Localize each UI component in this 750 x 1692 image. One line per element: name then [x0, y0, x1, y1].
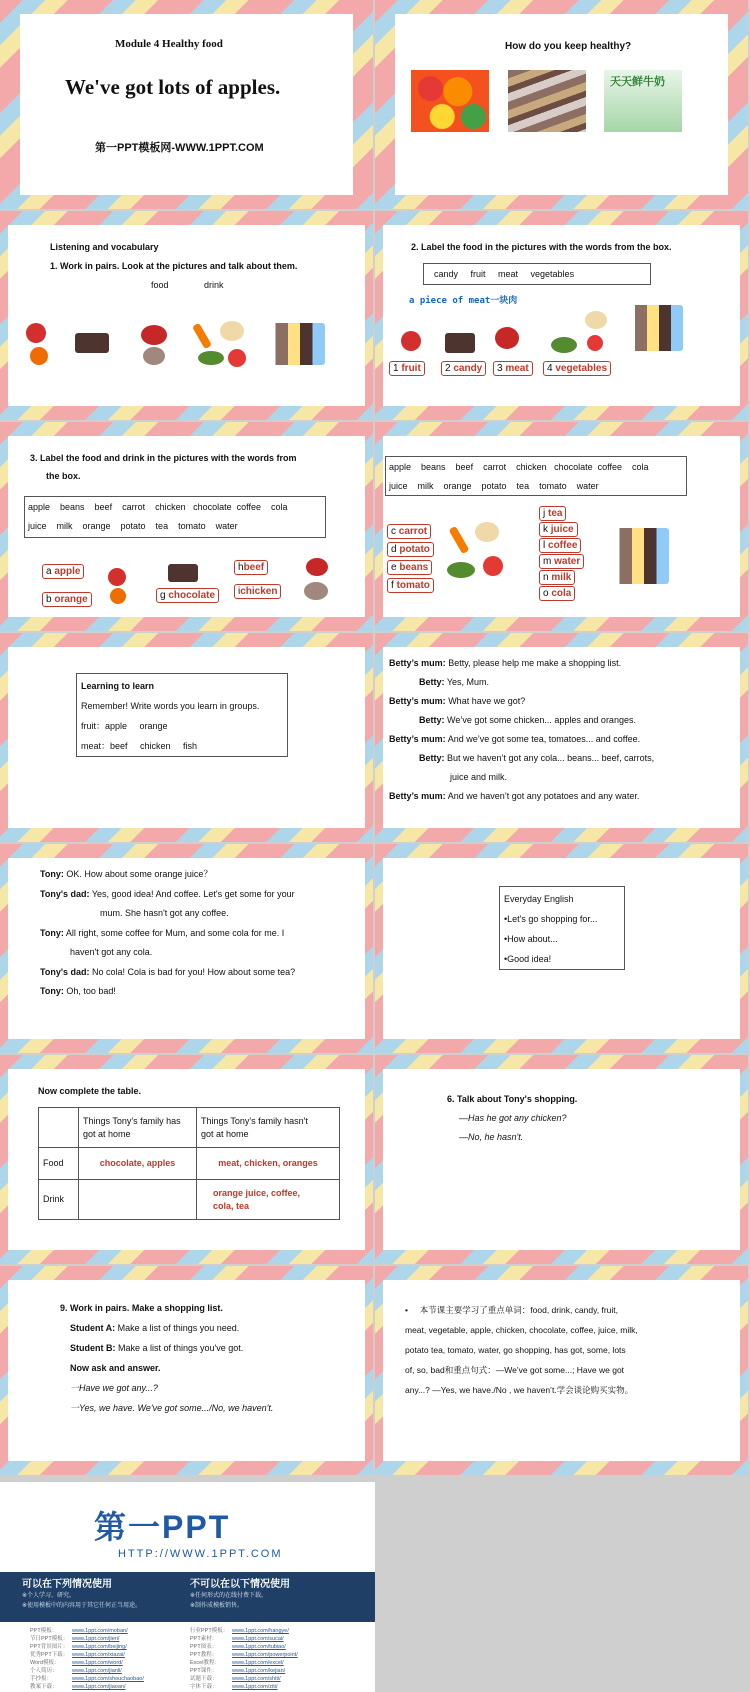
promo-link-row [30, 1651, 125, 1659]
table-cell[interactable] [79, 1180, 197, 1220]
promo-link-row [190, 1643, 286, 1651]
speaker: Tony's dad: [40, 967, 90, 977]
speech: juice and milk. [450, 772, 508, 782]
label-tag[interactable] [539, 554, 584, 569]
word-box-line1: apple beans beef carrot chicken chocolate coffee cola [389, 462, 649, 472]
summary-line: potato tea, tomato, water, go shopping, has got, some, lots [405, 1345, 626, 1355]
speech: Yes, good idea! And coffee. Let's get some for your [89, 889, 295, 899]
label-word: juice [550, 524, 574, 535]
slide-content [395, 14, 728, 195]
summary-line: any...? —Yes, we have./No , we haven’t.学会谈论购买实物。 [405, 1385, 634, 1395]
speech: Betty, please help me make a shopping list. [445, 658, 622, 668]
everyday-english-box [499, 886, 625, 970]
dialogue-line [40, 868, 212, 881]
promo-link-label: Excel教程： [190, 1660, 220, 1666]
header-line: Things Tony's family has [83, 1115, 181, 1126]
label-tag[interactable] [539, 538, 581, 553]
can-use-item: ※个人学习、研究。 [22, 1593, 76, 1599]
dialogue-line [450, 771, 507, 784]
label-tag[interactable] [234, 584, 281, 599]
label-tag[interactable] [441, 361, 486, 376]
box-line: •Let's go shopping for... [504, 914, 598, 924]
table-header [79, 1108, 197, 1148]
label-tag[interactable] [539, 586, 575, 601]
shopping-table [38, 1107, 340, 1220]
slide-2[interactable] [375, 0, 748, 209]
speaker: Betty: [419, 753, 445, 763]
dialogue-line [389, 733, 640, 746]
cell-line: cola, tea [213, 1200, 250, 1211]
label-word: tea [548, 508, 563, 519]
beef-image [141, 325, 167, 345]
drinks-image [607, 528, 669, 584]
row-label: Drink [39, 1180, 79, 1220]
dialogue-line [40, 966, 295, 979]
header-line: got at home [83, 1128, 131, 1139]
role-text: Make a list of things you need. [115, 1323, 240, 1333]
activity-title: 6. Talk about Tony's shopping. [447, 1094, 578, 1104]
role-line [70, 1322, 239, 1335]
promo-link-url[interactable]: www.1ppt.com/kejian/ [232, 1668, 286, 1674]
example-text: a piece of meat一块肉 [409, 296, 518, 306]
slide-9[interactable] [0, 844, 373, 1053]
header-line: Things Tony's family hasn't [201, 1115, 308, 1126]
label-number: 1 [393, 363, 399, 374]
promo-link-row [190, 1659, 284, 1667]
fruit-photo [411, 70, 489, 132]
promo-link-url[interactable]: www.1ppt.com/sucai/ [232, 1636, 284, 1642]
promo-link-label: PPT模板： [30, 1628, 58, 1634]
label-word: tomato [396, 580, 430, 591]
label-tag[interactable] [493, 361, 533, 376]
label-word: potato [399, 544, 430, 555]
word-box [385, 456, 687, 496]
label-tag[interactable] [539, 570, 575, 585]
table-row [39, 1180, 340, 1220]
chicken-image [304, 582, 328, 600]
answer-line: —No, he hasn't. [459, 1132, 524, 1142]
label-tag[interactable] [389, 361, 425, 376]
box-line: •Good idea! [504, 954, 552, 964]
word-box-text: candy fruit meat vegetables [434, 269, 575, 279]
slide-content [8, 858, 365, 1039]
label-word: beef [243, 562, 265, 573]
speech: Oh, too bad! [63, 986, 116, 996]
word-box-line2: juice milk orange potato tea tomato water [28, 521, 238, 531]
label-letter: f [391, 580, 394, 591]
chicken-image [143, 347, 165, 365]
carrot-image [449, 526, 470, 554]
row-label: Food [39, 1148, 79, 1180]
dialogue-line [70, 946, 152, 959]
apple-image [108, 568, 126, 586]
cannot-use-title: 不可以在以下情况使用 [190, 1579, 290, 1590]
chocolate-image [168, 564, 198, 582]
promo-link-label: PPT教程： [190, 1652, 218, 1658]
instruction: 3. Label the food and drink in the pictures with the words from [30, 453, 297, 463]
slide-content [8, 436, 365, 617]
slide-content [383, 1069, 740, 1250]
speech: And we haven’t got any potatoes and any water. [445, 791, 640, 801]
tomato-image [587, 335, 603, 351]
slide-content [383, 1280, 740, 1461]
carrot-image [192, 323, 212, 350]
brand-url: HTTP://WWW.1PPT.COM [118, 1548, 283, 1560]
label-word: water [554, 556, 581, 567]
lesson-title: We've got lots of apples. [65, 75, 281, 99]
promo-link-row [30, 1635, 119, 1643]
activity-title: 9. Work in pairs. Make a shopping list. [60, 1303, 223, 1313]
orange-image [30, 347, 48, 365]
slide-4[interactable] [375, 211, 748, 420]
label-tag[interactable] [539, 506, 566, 521]
label-word: apple [54, 566, 81, 577]
dialogue-line [419, 752, 654, 765]
label-letter: k [543, 524, 548, 535]
promo-link-url[interactable]: www.1ppt.com/powerpoint/ [232, 1652, 298, 1658]
potato-image [220, 321, 244, 341]
label-word: chicken [240, 586, 278, 597]
category-food: food [151, 280, 169, 290]
speaker: Betty’s mum: [389, 791, 446, 801]
answer-line: 一Yes, we have. We've got some.../No, we haven't. [70, 1403, 274, 1413]
promo-link-label: 优秀PPT下载： [30, 1652, 69, 1658]
orange-image [110, 588, 126, 604]
table-heading: Now complete the table. [38, 1086, 142, 1096]
speech: What have we got? [445, 696, 526, 706]
label-number: 2 [445, 363, 451, 374]
label-word: carrot [398, 526, 428, 537]
table-cell[interactable] [197, 1180, 340, 1220]
speech: We’ve got some chicken... apples and oranges. [444, 715, 636, 725]
label-letter: b [46, 594, 52, 605]
label-word: cola [551, 588, 572, 599]
label-word: vegetables [555, 363, 608, 374]
table-row [39, 1148, 340, 1180]
slide-8[interactable] [375, 633, 748, 842]
promo-link-url[interactable]: www.1ppt.com/hangye/ [232, 1628, 289, 1634]
speech: All right, some coffee for Mum, and some cola for me. I [63, 928, 285, 938]
label-tag[interactable] [42, 592, 92, 607]
drinks-image [623, 305, 683, 351]
promo-link-row [30, 1627, 128, 1635]
slide-content [8, 225, 365, 406]
box-line: •How about... [504, 934, 558, 944]
slide-13[interactable] [0, 1266, 373, 1475]
dialogue-line [40, 985, 116, 998]
promo-link-url[interactable]: www.1ppt.com/xiazai/ [72, 1652, 125, 1658]
box-heading: Everyday English [504, 894, 574, 904]
label-letter: d [391, 544, 397, 555]
grains-photo [508, 70, 586, 132]
usage-panel [0, 1572, 375, 1622]
label-letter: o [543, 588, 549, 599]
dialogue-line [100, 907, 229, 920]
promo-link-label: 行业PPT模板： [190, 1628, 229, 1634]
promo-link-row [190, 1683, 278, 1691]
role-line [70, 1342, 243, 1355]
promo-link-label: PPT图表： [190, 1644, 218, 1650]
milk-photo [604, 70, 682, 132]
dialogue-line [40, 927, 284, 940]
speech: mum. She hasn't got any coffee. [100, 908, 229, 918]
chocolate-image [75, 333, 109, 353]
label-tag[interactable] [387, 524, 431, 539]
promo-link-label: 节日PPT模板： [30, 1636, 69, 1642]
slide-content [20, 14, 353, 195]
label-word: milk [551, 572, 572, 583]
label-letter: e [391, 562, 397, 573]
table-cell[interactable]: chocolate, apples [79, 1148, 197, 1180]
speaker: Betty’s mum: [389, 658, 446, 668]
promo-link-label: 手抄报： [30, 1676, 53, 1682]
slide-content [8, 1280, 365, 1461]
category-drink: drink [204, 280, 224, 290]
ask-line: Now ask and answer. [70, 1363, 161, 1373]
slide-12[interactable] [375, 1055, 748, 1264]
apple-image [26, 323, 46, 343]
beef-image [495, 327, 519, 349]
milk-photo-text: 天天鲜牛奶 [610, 76, 665, 88]
label-letter: g [160, 590, 166, 601]
promo-link-url[interactable]: www.1ppt.com/shouchaobao/ [72, 1676, 144, 1682]
box-line: fruit：apple orange [81, 721, 168, 731]
role-text: Make a list of things you've got. [115, 1343, 244, 1353]
drinks-image [263, 323, 325, 365]
slide-5[interactable] [0, 422, 373, 631]
beef-image [306, 558, 328, 576]
table-cell [39, 1108, 79, 1148]
label-tag[interactable] [387, 578, 434, 593]
speaker: Betty: [419, 715, 445, 725]
promo-link-label: 教案下载： [30, 1684, 58, 1690]
word-box [423, 263, 651, 285]
promo-link-label: PPT素材： [190, 1636, 218, 1642]
slide-7[interactable] [0, 633, 373, 842]
promo-link-url[interactable]: www.1ppt.com/ziti/ [232, 1684, 278, 1690]
slide-10[interactable] [375, 844, 748, 1053]
promo-link-row [30, 1659, 123, 1667]
box-line: Remember! Write words you learn in groups. [81, 701, 260, 711]
can-use-title: 可以在下列情况使用 [22, 1579, 112, 1590]
slide-14[interactable] [375, 1266, 748, 1475]
slide-3[interactable] [0, 211, 373, 420]
label-number: 3 [497, 363, 503, 374]
module-label: Module 4 Healthy food [115, 38, 223, 50]
label-word: beans [399, 562, 429, 573]
promo-link-label: PPT课件： [190, 1668, 218, 1674]
promo-link-url[interactable]: www.1ppt.com/tubiao/ [232, 1644, 286, 1650]
promo-link-url[interactable]: www.1ppt.com/shiti/ [232, 1676, 281, 1682]
speaker: Tony: [40, 986, 64, 996]
slide-6[interactable] [375, 422, 748, 631]
table-header [197, 1108, 340, 1148]
dialogue-line [40, 888, 295, 901]
beans-image [198, 351, 224, 365]
dialogue-line [419, 676, 489, 689]
label-tag[interactable] [543, 361, 611, 376]
speaker: Tony: [40, 869, 64, 879]
speaker: Tony's dad: [40, 889, 90, 899]
label-word: orange [54, 594, 88, 605]
label-tag[interactable] [156, 588, 219, 603]
role-label: Student A: [70, 1323, 116, 1333]
promo-link-url[interactable]: www.1ppt.com/jianli/ [72, 1668, 122, 1674]
slide-1[interactable] [0, 0, 373, 209]
summary-line: meat, vegetable, apple, chicken, chocolate, coffee, juice, milk, [405, 1325, 638, 1335]
slide-title: How do you keep healthy? [505, 41, 632, 52]
speech: Yes, Mum. [444, 677, 490, 687]
question-line: —Has he got any chicken? [459, 1113, 567, 1123]
tomato-image [483, 556, 503, 576]
label-word: fruit [401, 363, 421, 374]
slide-content [383, 225, 740, 406]
speaker: Betty’s mum: [389, 696, 446, 706]
slide-content [383, 858, 740, 1039]
dialogue-line [389, 657, 621, 670]
instruction: 1. Work in pairs. Look at the pictures and talk about them. [50, 261, 298, 271]
section-heading: Listening and vocabulary [50, 242, 159, 252]
speech: OK. How about some orange juice？ [63, 869, 213, 879]
promo-link-row [190, 1627, 289, 1635]
label-letter: i [238, 586, 241, 597]
slide-content [383, 647, 740, 828]
promo-link-label: PPT背景图片： [30, 1644, 69, 1650]
promo-link-url[interactable]: www.1ppt.com/jieri/ [72, 1636, 120, 1642]
label-letter: a [46, 566, 52, 577]
speech: But we haven’t got any cola... beans... beef, carrots, [444, 753, 655, 763]
promo-link-url[interactable]: www.1ppt.com/moban/ [72, 1628, 128, 1634]
apple-image [401, 331, 421, 351]
instruction: 2. Label the food in the pictures with the words from the box. [411, 242, 672, 252]
promo-link-label: 个人简历： [30, 1668, 58, 1674]
summary-line: • 本节课主要学习了重点单词：food, drink, candy, fruit, [405, 1305, 619, 1315]
promo-link-row [30, 1643, 127, 1651]
label-number: 4 [547, 363, 553, 374]
label-letter: n [543, 572, 549, 583]
promo-slide[interactable] [0, 1482, 375, 1692]
slide-11[interactable] [0, 1055, 373, 1264]
table-cell[interactable]: meat, chicken, oranges [197, 1148, 340, 1180]
potato-image [475, 522, 499, 542]
summary-line: of, so, bad和重点句式：—We’ve got some...; Have we got [405, 1365, 625, 1375]
beans-image [447, 562, 475, 578]
tomato-image [228, 349, 246, 367]
promo-link-row [190, 1675, 281, 1683]
promo-link-url[interactable]: www.1ppt.com/beijing/ [72, 1644, 127, 1650]
promo-link-label: 试题下载： [190, 1676, 218, 1682]
label-word: chocolate [168, 590, 216, 601]
cannot-use-item: ※制作成模板销售。 [190, 1603, 244, 1609]
label-letter: c [391, 526, 396, 537]
promo-link-row [30, 1667, 122, 1675]
word-box [24, 496, 326, 538]
speaker: Betty: [419, 677, 445, 687]
dialogue-line [389, 695, 525, 708]
label-letter: j [543, 508, 546, 519]
label-tag[interactable] [539, 522, 578, 537]
promo-link-row [190, 1651, 298, 1659]
instruction-cont: the box. [46, 471, 81, 481]
label-tag[interactable] [387, 542, 434, 557]
beans-image [551, 337, 577, 353]
label-letter: m [543, 556, 552, 567]
promo-link-label: 字体下载： [190, 1684, 218, 1690]
speech: haven't got any cola. [70, 947, 153, 957]
question-line: 一Have we got any...? [70, 1383, 158, 1393]
promo-link-url[interactable]: www.1ppt.com/jiaoan/ [72, 1684, 126, 1690]
label-word: coffee [548, 540, 578, 551]
promo-link-url[interactable]: www.1ppt.com/word/ [72, 1660, 123, 1666]
label-tag[interactable] [234, 560, 268, 575]
label-word: candy [453, 363, 483, 374]
role-label: Student B: [70, 1343, 116, 1353]
speaker: Tony: [40, 928, 64, 938]
speaker: Betty’s mum: [389, 734, 446, 744]
word-box-line1: apple beans beef carrot chicken chocolate coffee cola [28, 502, 288, 512]
slide-content [8, 647, 365, 828]
site-label: 第一PPT模板网-WWW.1PPT.COM [95, 142, 264, 154]
dialogue-line [419, 714, 636, 727]
word-box-line2: juice milk orange potato tea tomato water [389, 481, 599, 491]
slide-content [383, 436, 740, 617]
brand-logo: 第一PPT [94, 1509, 231, 1545]
slide-content [8, 1069, 365, 1250]
promo-link-row [30, 1675, 144, 1683]
speech: And we’ve got some tea, tomatoes... and coffee. [445, 734, 641, 744]
box-heading: Learning to learn [81, 681, 155, 691]
header-line: got at home [201, 1128, 249, 1139]
learning-box [76, 673, 288, 757]
cannot-use-item: ※任何形式的在线付费下载。 [190, 1593, 268, 1599]
box-line: meat：beef chicken fish [81, 741, 198, 751]
chocolate-image [445, 333, 475, 353]
dialogue-line [389, 790, 639, 803]
promo-link-label: Word模板： [30, 1660, 60, 1666]
potato-image [585, 311, 607, 329]
label-tag[interactable] [387, 560, 432, 575]
promo-link-row [190, 1635, 284, 1643]
label-tag[interactable] [42, 564, 84, 579]
speech: No cola! Cola is bad for you! How about some tea? [89, 967, 296, 977]
label-letter: h [238, 562, 244, 573]
promo-link-row [190, 1667, 285, 1675]
promo-link-row [30, 1683, 126, 1691]
label-word: meat [505, 363, 529, 374]
promo-link-url[interactable]: www.1ppt.com/excel/ [232, 1660, 284, 1666]
cell-line: orange juice, coffee, [213, 1187, 301, 1198]
label-letter: l [543, 540, 546, 551]
can-use-item: ※使用模板中的内容用于其它任何正当用途。 [22, 1603, 142, 1609]
table-row [39, 1108, 340, 1148]
